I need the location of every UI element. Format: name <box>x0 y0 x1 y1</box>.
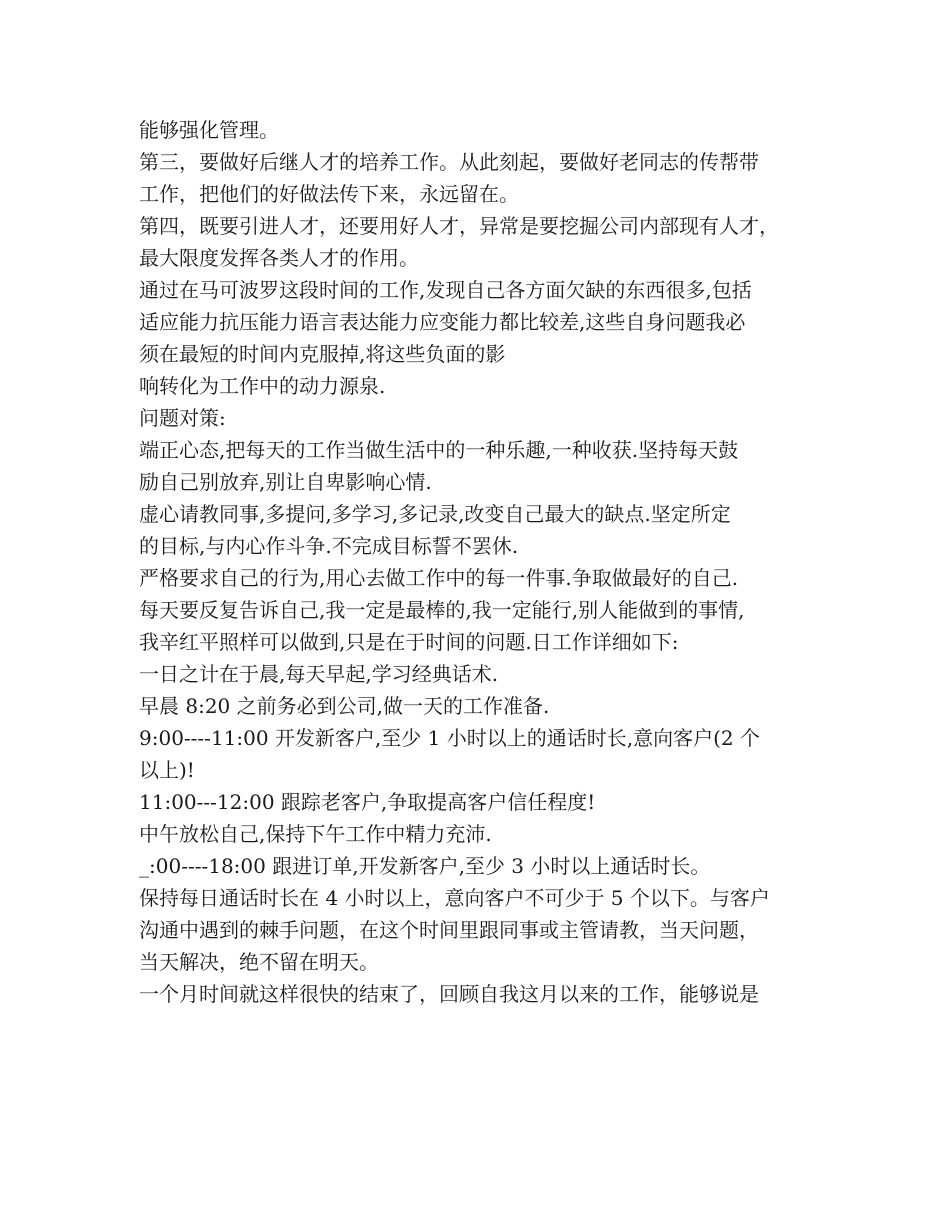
text-line: 通过在马可波罗这段时间的工作,发现自己各方面欠缺的东西很多,包括 <box>139 278 752 302</box>
text-line: 能够强化管理。 <box>139 118 279 142</box>
text-line: 沟通中遇到的棘手问题，在这个时间里跟同事或主管请教，当天问题， <box>139 918 759 942</box>
text-line: _:00----18:00 跟进订单,开发新客户,至少 3 小时以上通话时长。 <box>139 854 711 878</box>
text-line: 以上)! <box>139 758 195 782</box>
text-line: 11:00---12:00 跟踪老客户,争取提高客户信任程度! <box>139 790 596 814</box>
text-line: 每天要反复告诉自己,我一定是最棒的,我一定能行,别人能做到的事情, <box>139 598 745 622</box>
text-line: 一日之计在于晨,每天早起,学习经典话术. <box>139 662 499 686</box>
text-line: 严格要求自己的行为,用心去做工作中的每一件事.争取做最好的自己. <box>139 566 739 590</box>
text-line: 中午放松自己,保持下午工作中精力充沛. <box>139 822 492 846</box>
document-body <box>139 114 839 1010</box>
text-line: 工作，把他们的好做法传下来，永远留在。 <box>139 182 519 206</box>
text-line: 最大限度发挥各类人才的作用。 <box>139 246 419 270</box>
text-line: 适应能力抗压能力语言表达能力应变能力都比较差,这些自身问题我必 <box>139 310 746 334</box>
text-line: 保持每日通话时长在 4 小时以上，意向客户不可少于 5 个以下。与客户 <box>139 886 770 910</box>
text-line: 我辛红平照样可以做到,只是在于时间的问题.日工作详细如下: <box>139 630 679 654</box>
section-heading: 问题对策: <box>139 406 226 430</box>
text-line: 第三，要做好后继人才的培养工作。从此刻起，要做好老同志的传帮带 <box>139 150 759 174</box>
text-line: 第四，既要引进人才，还要用好人才，异常是要挖掘公司内部现有人才， <box>139 214 779 238</box>
text-line: 早晨 8:20 之前务必到公司,做一天的工作准备. <box>139 694 550 718</box>
text-line: 9:00----11:00 开发新客户,至少 1 小时以上的通话时长,意向客户(2 个 <box>139 726 760 750</box>
text-line: 响转化为工作中的动力源泉. <box>139 374 386 398</box>
text-line: 须在最短的时间内克服掉,将这些负面的影 <box>139 342 506 366</box>
text-line: 端正心态,把每天的工作当做生活中的一种乐趣,一种收获.坚持每天鼓 <box>139 438 739 462</box>
text-line: 的目标,与内心作斗争.不完成目标誓不罢休. <box>139 534 519 558</box>
text-line: 一个月时间就这样很快的结束了，回顾自我这月以来的工作，能够说是 <box>139 982 759 1006</box>
text-line: 励自己别放弃,别让自卑影响心情. <box>139 470 432 494</box>
text-line: 当天解决，绝不留在明天。 <box>139 950 379 974</box>
text-line: 虚心请教同事,多提问,多学习,多记录,改变自己最大的缺点.坚定所定 <box>139 502 731 526</box>
